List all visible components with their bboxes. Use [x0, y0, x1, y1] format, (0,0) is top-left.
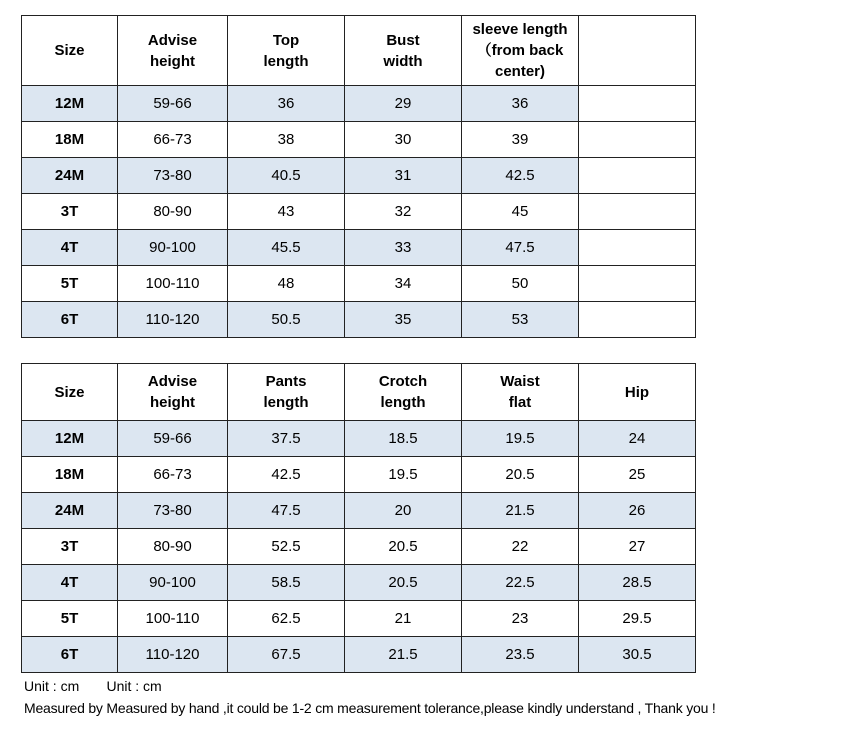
table-cell: 59-66 — [118, 421, 228, 457]
table-cell: 73-80 — [118, 493, 228, 529]
size-cell: 18M — [22, 122, 118, 158]
table-row — [22, 601, 696, 637]
header-blank — [579, 16, 696, 86]
table-row — [22, 637, 696, 673]
table-cell: 20 — [345, 493, 462, 529]
size-cell: 5T — [22, 601, 118, 637]
table-cell: 80-90 — [118, 529, 228, 565]
table-cell — [579, 122, 696, 158]
table-cell: 29 — [345, 86, 462, 122]
table-cell — [579, 158, 696, 194]
table-cell: 38 — [228, 122, 345, 158]
table-cell: 30 — [345, 122, 462, 158]
measurement-note: Measured by Measured by hand ,it could be 1-2 cm measurement tolerance,please kindly understand , Thank you ! — [24, 700, 716, 716]
header-advise-height: Advise height — [118, 364, 228, 421]
header-size: Size — [22, 364, 118, 421]
table-cell: 50.5 — [228, 302, 345, 338]
header-sleeve-length: sleeve length （from back center) — [462, 16, 579, 86]
table-cell: 28.5 — [579, 565, 696, 601]
unit-note: Unit : cm Unit : cm — [24, 678, 162, 694]
size-cell: 4T — [22, 230, 118, 266]
table-row — [22, 230, 696, 266]
table-cell: 80-90 — [118, 194, 228, 230]
table-row — [22, 565, 696, 601]
table-cell: 66-73 — [118, 122, 228, 158]
size-cell: 3T — [22, 194, 118, 230]
table-row — [22, 266, 696, 302]
table-cell: 32 — [345, 194, 462, 230]
table-cell: 66-73 — [118, 457, 228, 493]
table-cell: 43 — [228, 194, 345, 230]
table-cell: 45 — [462, 194, 579, 230]
table-row — [22, 421, 696, 457]
table-cell: 21.5 — [345, 637, 462, 673]
table-header-row — [22, 16, 696, 86]
table-cell: 25 — [579, 457, 696, 493]
table-cell: 24 — [579, 421, 696, 457]
table-cell: 36 — [228, 86, 345, 122]
table-row — [22, 457, 696, 493]
table-cell: 33 — [345, 230, 462, 266]
table-cell: 30.5 — [579, 637, 696, 673]
header-advise-height: Advise height — [118, 16, 228, 86]
table-cell: 52.5 — [228, 529, 345, 565]
size-cell: 6T — [22, 302, 118, 338]
top-size-table — [21, 15, 696, 338]
table-cell: 67.5 — [228, 637, 345, 673]
table-cell: 37.5 — [228, 421, 345, 457]
header-size: Size — [22, 16, 118, 86]
table-cell — [579, 302, 696, 338]
header-top-length: Top length — [228, 16, 345, 86]
table-cell: 34 — [345, 266, 462, 302]
table-cell: 50 — [462, 266, 579, 302]
header-crotch-length: Crotch length — [345, 364, 462, 421]
table-cell: 45.5 — [228, 230, 345, 266]
table-cell: 59-66 — [118, 86, 228, 122]
bottom-size-table — [21, 363, 696, 673]
size-cell: 3T — [22, 529, 118, 565]
table-row — [22, 493, 696, 529]
size-cell: 5T — [22, 266, 118, 302]
table-cell: 21.5 — [462, 493, 579, 529]
table-cell: 27 — [579, 529, 696, 565]
size-cell: 24M — [22, 158, 118, 194]
table-row — [22, 86, 696, 122]
table-cell: 110-120 — [118, 637, 228, 673]
table-cell: 21 — [345, 601, 462, 637]
size-cell: 4T — [22, 565, 118, 601]
table-cell: 42.5 — [462, 158, 579, 194]
table-cell — [579, 230, 696, 266]
table-cell: 36 — [462, 86, 579, 122]
table-cell: 42.5 — [228, 457, 345, 493]
header-bust-width: Bust width — [345, 16, 462, 86]
header-hip: Hip — [579, 364, 696, 421]
size-cell: 18M — [22, 457, 118, 493]
table-cell: 48 — [228, 266, 345, 302]
table-cell: 22 — [462, 529, 579, 565]
table-cell: 110-120 — [118, 302, 228, 338]
table-cell: 73-80 — [118, 158, 228, 194]
table-cell: 90-100 — [118, 565, 228, 601]
table-cell: 47.5 — [462, 230, 579, 266]
table-cell: 100-110 — [118, 266, 228, 302]
table-row — [22, 158, 696, 194]
table-row — [22, 194, 696, 230]
table-cell: 19.5 — [345, 457, 462, 493]
table-cell: 100-110 — [118, 601, 228, 637]
table-cell: 90-100 — [118, 230, 228, 266]
table-cell — [579, 194, 696, 230]
table-cell: 35 — [345, 302, 462, 338]
table-cell: 58.5 — [228, 565, 345, 601]
table-header-row — [22, 364, 696, 421]
table-row — [22, 122, 696, 158]
table-cell: 20.5 — [345, 529, 462, 565]
table-cell: 26 — [579, 493, 696, 529]
table-row — [22, 529, 696, 565]
table-cell: 19.5 — [462, 421, 579, 457]
table-cell — [579, 266, 696, 302]
table-cell: 29.5 — [579, 601, 696, 637]
table-cell: 22.5 — [462, 565, 579, 601]
table-cell: 39 — [462, 122, 579, 158]
table-cell: 18.5 — [345, 421, 462, 457]
table-cell: 40.5 — [228, 158, 345, 194]
table-cell — [579, 86, 696, 122]
table-cell: 23 — [462, 601, 579, 637]
table-cell: 20.5 — [462, 457, 579, 493]
header-pants-length: Pants length — [228, 364, 345, 421]
size-cell: 6T — [22, 637, 118, 673]
table-cell: 62.5 — [228, 601, 345, 637]
size-cell: 24M — [22, 493, 118, 529]
size-cell: 12M — [22, 86, 118, 122]
size-cell: 12M — [22, 421, 118, 457]
table-row — [22, 302, 696, 338]
table-cell: 53 — [462, 302, 579, 338]
table-cell: 47.5 — [228, 493, 345, 529]
table-cell: 20.5 — [345, 565, 462, 601]
header-waist-flat: Waist flat — [462, 364, 579, 421]
table-cell: 31 — [345, 158, 462, 194]
table-cell: 23.5 — [462, 637, 579, 673]
